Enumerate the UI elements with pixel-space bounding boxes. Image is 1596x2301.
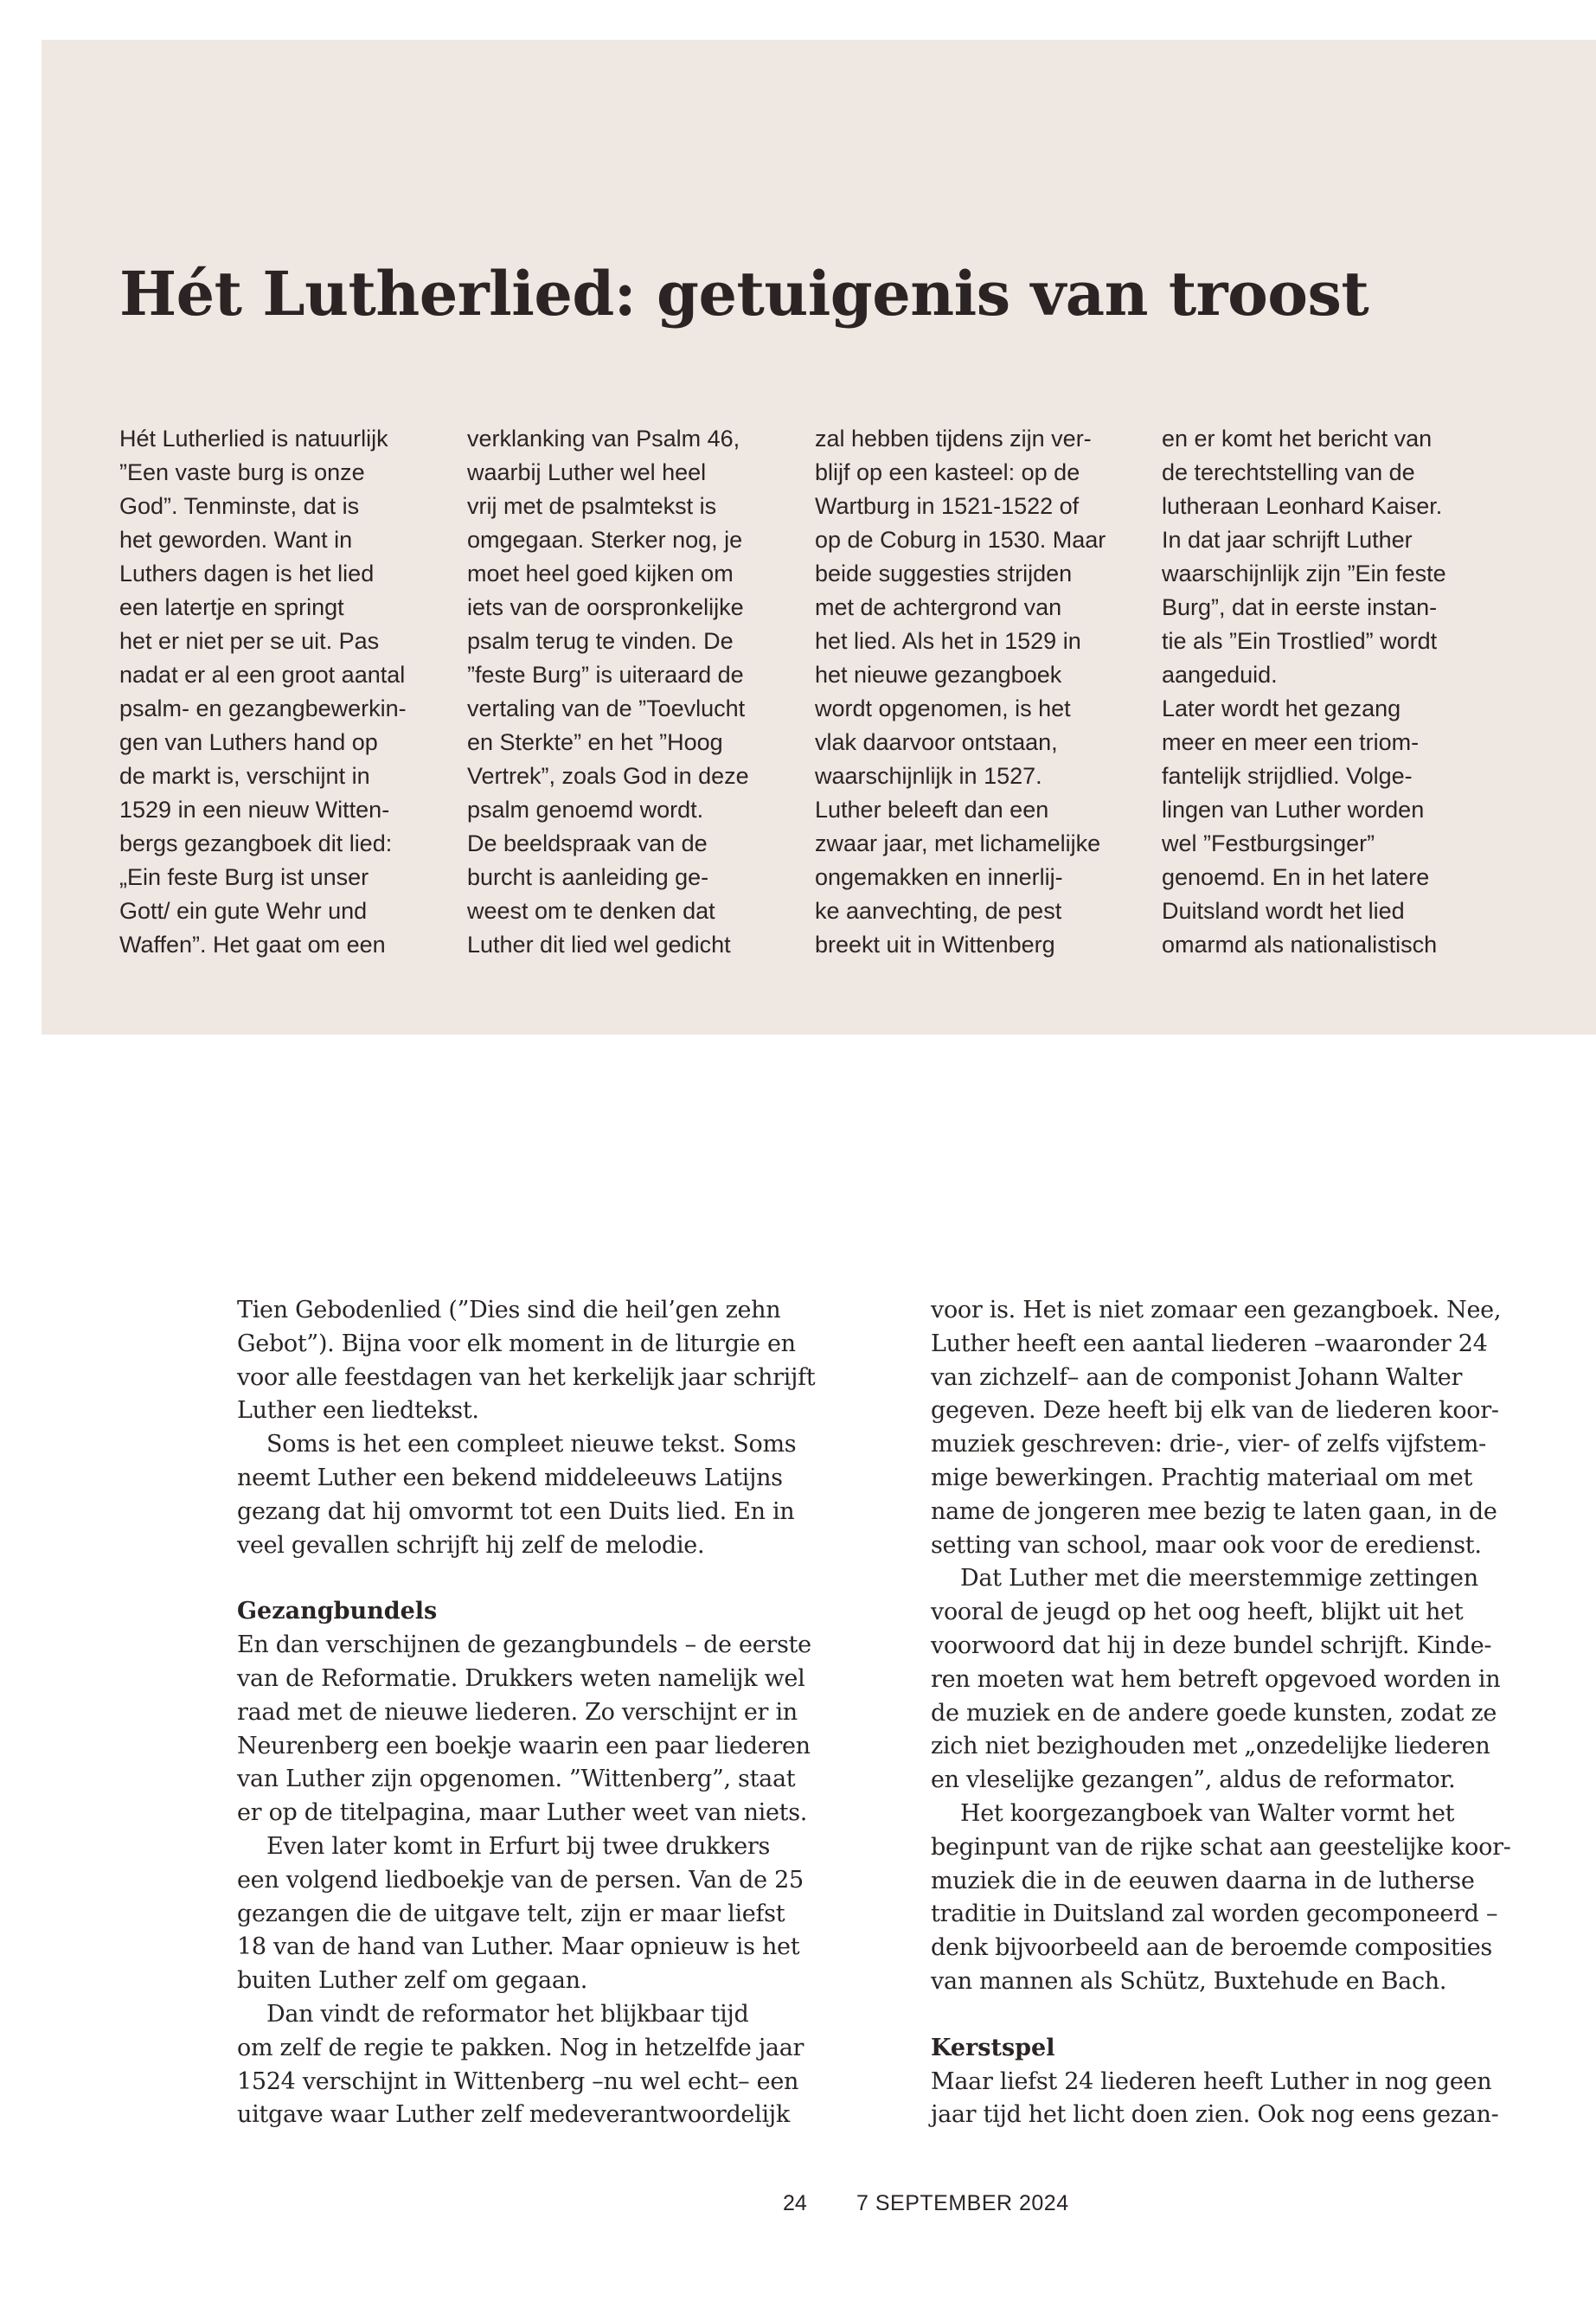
text-line: Soms is het een compleet nieuwe tekst. Soms: [266, 1431, 797, 1458]
text-line: een latertje en springt: [119, 594, 344, 620]
text-line: wordt opgenomen, is het: [815, 695, 1071, 721]
text-line: gezang dat hij omvormt tot een Duits lied. En in: [237, 1497, 795, 1525]
text-line: voor is. Het is niet zomaar een gezangboek. Nee,: [931, 1297, 1502, 1324]
text-line: tie als ”Ein Trostlied” wordt: [1162, 628, 1438, 654]
text-line: gegeven. Deze heeft bij elk van de liederen koor-: [931, 1397, 1499, 1425]
section-heading-kerstspel: Kerstspel: [931, 2034, 1055, 2061]
text-line: de markt is, verschijnt in: [119, 763, 370, 789]
text-line: vooral de jeugd op het oog heeft, blijkt uit het: [931, 1599, 1464, 1626]
text-line: zal hebben tijdens zijn ver-: [815, 426, 1092, 452]
sidebar-title: Hét Lutherlied: getuigenis van troost: [119, 258, 1369, 330]
text-line: iets van de oorspronkelijke: [467, 594, 744, 620]
text-line: setting van school, maar ook voor de eredienst.: [931, 1531, 1482, 1559]
text-line: er op de titelpagina, maar Luther weet van niets.: [237, 1799, 808, 1827]
text-line: het lied. Als het in 1529 in: [815, 628, 1081, 654]
text-line: zwaar jaar, met lichamelijke: [815, 830, 1101, 856]
text-line: de muziek en de andere goede kunsten, zodat ze: [931, 1699, 1497, 1727]
text-line: zich niet bezighouden met „onzedelijke liederen: [931, 1733, 1490, 1760]
paragraph: [931, 1562, 1501, 1798]
text-line: ”Een vaste burg is onze: [119, 459, 365, 485]
text-line: jaar tijd het licht doen zien. Ook nog eens gezan-: [931, 2101, 1499, 2129]
text-line: Dan vindt de reformator het blijkbaar tijd: [266, 2000, 749, 2028]
text-line: met de achtergrond van: [815, 594, 1062, 620]
sidebar-column-2: [467, 422, 789, 962]
paragraph: [237, 1428, 797, 1562]
text-line: moet heel goed kijken om: [467, 561, 734, 586]
text-line: Tien Gebodenlied (”Dies sind die heil’gen zehn: [237, 1297, 781, 1324]
text-line: ”feste Burg” is uiteraard de: [467, 662, 744, 688]
text-line: denk bijvoorbeeld aan de beroemde composities: [931, 1934, 1492, 1962]
paragraph: [931, 1798, 1511, 1999]
text-line: De beeldspraak van de: [467, 830, 708, 856]
article-column-right: [931, 1294, 1511, 2132]
text-line: Later wordt het gezang: [1162, 695, 1401, 721]
text-line: van de Reformatie. Drukkers weten namelijk wel: [237, 1664, 805, 1692]
text-line: nadat er al een groot aantal: [119, 662, 406, 688]
text-line: Waffen”. Het gaat om een: [119, 932, 386, 958]
text-line: het nieuwe gezangboek: [815, 662, 1062, 688]
text-line: lutheraan Leonhard Kaiser.: [1162, 493, 1443, 519]
text-line: vlak daarvoor ontstaan,: [815, 729, 1058, 755]
text-line: psalm terug te vinden. De: [467, 628, 734, 654]
sidebar-column-3: [815, 422, 1137, 962]
text-line: beide suggesties strijden: [815, 561, 1073, 586]
paragraph: [237, 1294, 816, 1428]
text-line: Maar liefst 24 liederen heeft Luther in nog geen: [931, 2067, 1492, 2095]
text-line: mige bewerkingen. Prachtig materiaal om met: [931, 1464, 1473, 1491]
text-line: uitgave waar Luther zelf medeverantwoordelijk: [237, 2101, 790, 2129]
text-line: burcht is aanleiding ge-: [467, 864, 709, 890]
text-line: En dan verschijnen de gezangbundels – de eerste: [237, 1631, 811, 1659]
article-column-left: [237, 1294, 816, 2132]
text-line: Dat Luther met die meerstemmige zettingen: [960, 1565, 1478, 1593]
text-line: God”. Tenminste, dat is: [119, 493, 360, 519]
text-line: Duitsland wordt het lied: [1162, 898, 1405, 924]
text-line: ongemakken en innerlij-: [815, 864, 1063, 890]
text-line: van zichzelf– aan de componist Johann Walter: [931, 1363, 1463, 1391]
sidebar-column-4: [1162, 422, 1484, 962]
text-line: bergs gezangboek dit lied:: [119, 830, 393, 856]
text-line: fantelijk strijdlied. Volge-: [1162, 763, 1413, 789]
text-line: het geworden. Want in: [119, 527, 353, 553]
text-line: veel gevallen schrijft hij zelf de melodie.: [237, 1531, 705, 1559]
text-line: Neurenberg een boekje waarin een paar liederen: [237, 1732, 811, 1759]
text-line: name de jongeren mee bezig te laten gaan, in de: [931, 1497, 1497, 1525]
text-line: ke aanvechting, de pest: [815, 898, 1062, 924]
text-line: waarschijnlijk zijn ”Ein feste: [1162, 561, 1446, 586]
text-line: 1529 in een nieuw Witten-: [119, 797, 390, 823]
text-line: Even later komt in Erfurt bij twee drukkers: [266, 1832, 771, 1860]
text-line: de terechtstelling van de: [1162, 459, 1415, 485]
section-heading-gezangbundels: Gezangbundels: [237, 1598, 438, 1625]
text-line: Gott/ ein gute Wehr und: [119, 898, 368, 924]
text-line: weest om te denken dat: [467, 898, 715, 924]
text-line: Wartburg in 1521-1522 of: [815, 493, 1080, 519]
text-line: In dat jaar schrijft Luther: [1162, 527, 1413, 553]
text-line: muziek geschreven: drie-, vier- of zelfs vijfstem-: [931, 1431, 1486, 1458]
paragraph: [237, 1629, 811, 1830]
text-line: het er niet per se uit. Pas: [119, 628, 380, 654]
text-line: wel ”Festburgsinger”: [1162, 830, 1375, 856]
text-line: Burg”, dat in eerste instan-: [1162, 594, 1438, 620]
text-line: Luther dit lied wel gedicht: [467, 932, 731, 958]
text-line: en vleselijke gezangen”, aldus de reformator.: [931, 1766, 1456, 1794]
text-line: neemt Luther een bekend middeleeuws Latijns: [237, 1464, 783, 1491]
text-line: verklanking van Psalm 46,: [467, 426, 740, 452]
text-line: van mannen als Schütz, Buxtehude en Bach.: [931, 1967, 1447, 1995]
text-line: vrij met de psalmtekst is: [467, 493, 717, 519]
text-line: Luther beleeft dan een: [815, 797, 1049, 823]
text-line: Het koorgezangboek van Walter vormt het: [960, 1799, 1455, 1827]
paragraph: [237, 1830, 804, 1998]
text-line: ren moeten wat hem betreft opgevoed worden in: [931, 1665, 1501, 1693]
text-line: Gebot”). Bijna voor elk moment in de liturgie en: [237, 1330, 796, 1357]
text-line: Luthers dagen is het lied: [119, 561, 375, 586]
text-line: waarschijnlijk in 1527.: [815, 763, 1042, 789]
text-line: lingen van Luther worden: [1162, 797, 1425, 823]
text-line: een volgend liedboekje van de persen. Van de 25: [237, 1866, 804, 1894]
text-line: en er komt het bericht van: [1162, 426, 1433, 452]
text-line: Luther heeft een aantal liederen –waaronder 24: [931, 1330, 1488, 1357]
text-line: „Ein feste Burg ist unser: [119, 864, 369, 890]
text-line: meer en meer een triom-: [1162, 729, 1420, 755]
issue-date: 7 SEPTEMBER 2024: [856, 2191, 1069, 2215]
page-number: 24: [783, 2191, 807, 2215]
paragraph: [237, 1998, 804, 2132]
paragraph: [931, 1294, 1502, 1562]
text-line: blijf op een kasteel: op de: [815, 459, 1080, 485]
text-line: psalm- en gezangbewerkin-: [119, 695, 407, 721]
paragraph: [931, 2066, 1499, 2133]
text-line: van Luther zijn opgenomen. ”Wittenberg”, staat: [237, 1766, 796, 1793]
text-line: psalm genoemd wordt.: [467, 797, 704, 823]
text-line: beginpunt van de rijke schat aan geestelijke koor-: [931, 1833, 1511, 1861]
text-line: om zelf de regie te pakken. Nog in hetzelfde jaar: [237, 2034, 804, 2061]
text-line: vertaling van de ”Toevlucht: [467, 695, 746, 721]
text-line: gezangen die de uitgave telt, zijn er maar liefst: [237, 1900, 785, 1927]
text-line: raad met de nieuwe liederen. Zo verschijnt er in: [237, 1698, 798, 1726]
text-line: traditie in Duitsland zal worden gecomponeerd –: [931, 1900, 1498, 1928]
text-line: Luther een liedtekst.: [237, 1397, 479, 1425]
text-line: aangeduid.: [1162, 662, 1278, 688]
text-line: voor alle feestdagen van het kerkelijk jaar schrijft: [237, 1363, 816, 1391]
text-line: Hét Lutherlied is natuurlijk: [119, 426, 388, 452]
text-line: 18 van de hand van Luther. Maar opnieuw is het: [237, 1933, 800, 1961]
text-line: op de Coburg in 1530. Maar: [815, 527, 1106, 553]
text-line: gen van Luthers hand op: [119, 729, 378, 755]
text-line: waarbij Luther wel heel: [467, 459, 707, 485]
sidebar-column-1: [119, 422, 441, 962]
text-line: omgegaan. Sterker nog, je: [467, 527, 743, 553]
text-line: 1524 verschijnt in Wittenberg –nu wel echt– een: [237, 2067, 799, 2095]
text-line: omarmd als nationalistisch: [1162, 932, 1438, 958]
text-line: genoemd. En in het latere: [1162, 864, 1430, 890]
text-line: en Sterkte” en het ”Hoog: [467, 729, 723, 755]
text-line: breekt uit in Wittenberg: [815, 932, 1055, 958]
text-line: buiten Luther zelf om gegaan.: [237, 1967, 588, 1995]
text-line: muziek die in de eeuwen daarna in de lutherse: [931, 1867, 1475, 1894]
text-line: Vertrek”, zoals God in deze: [467, 763, 749, 789]
text-line: voorwoord dat hij in deze bundel schrijft. Kinde-: [931, 1631, 1492, 1659]
